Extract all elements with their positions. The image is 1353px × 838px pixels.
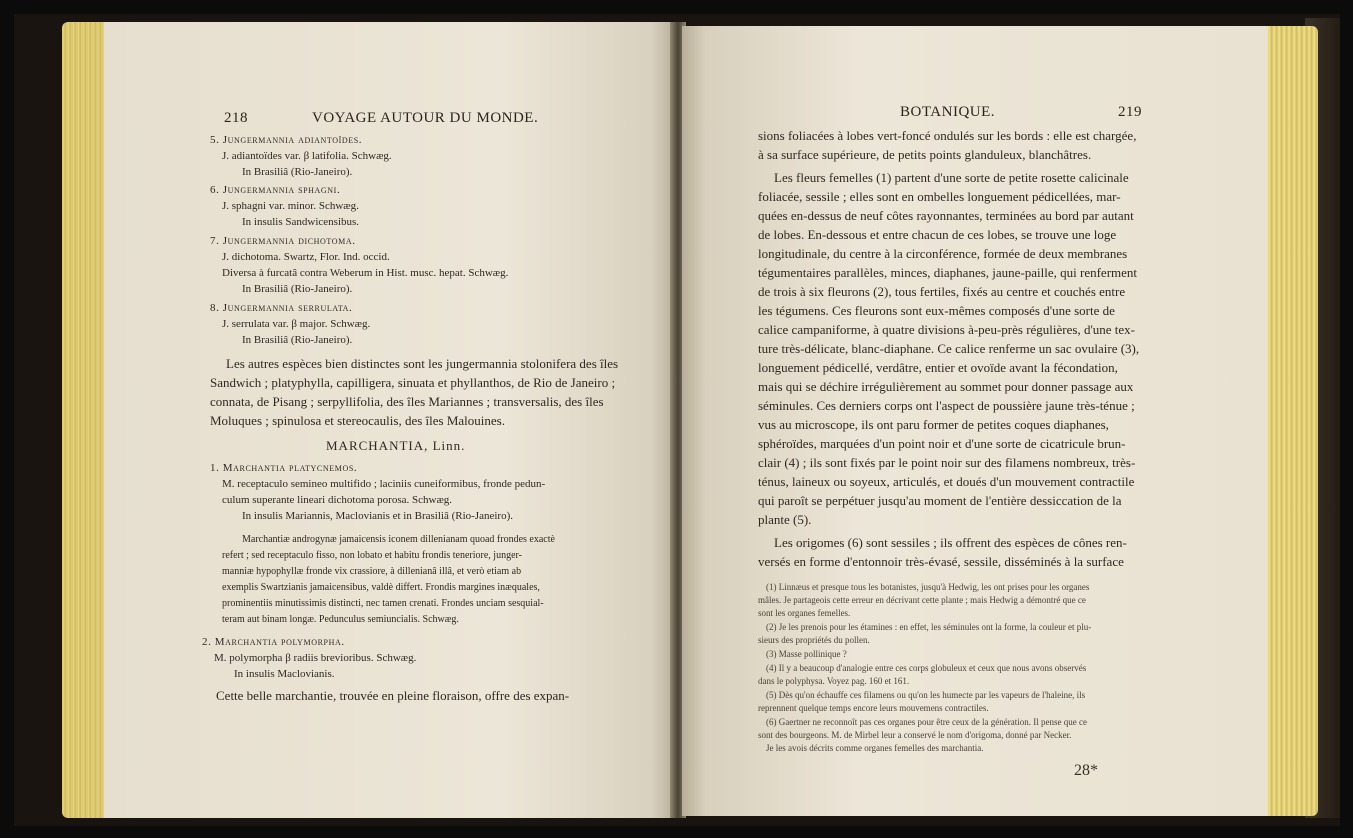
paragraph-line: longitudinale, du centre à la circonférence, formée de deux membranes bbox=[758, 246, 1128, 261]
note-line: Marchantiæ androgynæ jamaicensis iconem dillenianam quoad frondes exactè bbox=[242, 534, 555, 545]
entry-heading: 1. Marchantia platycnemos. bbox=[210, 462, 358, 474]
entry-heading: 8. Jungermannia serrulata. bbox=[210, 302, 353, 314]
footnote-line: (6) Gaertner ne reconnoît pas ces organes pour être ceux de la génération. Il pense que ce bbox=[766, 717, 1087, 727]
entry-line: M. receptaculo semineo multifido ; laciniis cuneiformibus, fronde pedun- bbox=[222, 478, 546, 490]
note-line: teram aut binam longæ. Pedunculus semiuncialis. Schwæg. bbox=[222, 614, 459, 625]
paragraph-line: Les origomes (6) sont sessiles ; ils offrent des espèces de cônes ren- bbox=[774, 535, 1127, 550]
note-line: manniæ hypophyllæ fronde vix crassiore, à dillenianâ illâ, et verò etiam ab bbox=[222, 566, 522, 577]
paragraph-line: sions foliacées à lobes vert-foncé ondulés sur les bords : elle est chargée, bbox=[758, 128, 1137, 143]
footnote-line: (5) Dès qu'on échauffe ces filamens ou qu'on les humecte par les vapeurs de l'haleine, ils bbox=[766, 690, 1086, 700]
footnote-line: (1) Linnæus et presque tous les botanistes, jusqu'à Hedwig, les ont prises pour les organes bbox=[766, 582, 1090, 592]
paragraph-line: foliacée, sessile ; elles sont en ombelles longuement pédicellées, mar- bbox=[758, 189, 1121, 204]
right-page-number: 219 bbox=[1118, 104, 1142, 120]
footnote-line: (3) Masse pollinique ? bbox=[766, 649, 847, 659]
entry-line: M. polymorpha β radiis brevioribus. Schwæg. bbox=[214, 652, 417, 664]
right-page bbox=[682, 26, 1268, 816]
paragraph-line: plante (5). bbox=[758, 512, 812, 527]
paragraph-line: séminules. Ces derniers corps ont l'aspect de poussière jaune très-ténue ; bbox=[758, 398, 1135, 413]
paragraph-line: versés en forme d'entonnoir très-évasé, sessile, disséminés à la surface bbox=[758, 554, 1124, 569]
footnote-line: sont les organes femelles. bbox=[758, 608, 851, 618]
paragraph-line: Moluques ; spinulosa et stereocaulis, des îles Malouines. bbox=[210, 413, 505, 428]
entry-line: culum superante lineari dichotoma porosa. Schwæg. bbox=[222, 494, 453, 506]
paragraph-line: Cette belle marchantie, trouvée en pleine floraison, offre des expan- bbox=[216, 688, 570, 703]
footnote-line: (2) Je les prenois pour les étamines : en effet, les séminules ont la forme, la couleur et plu- bbox=[766, 622, 1092, 632]
paragraph-line: longuement pédicellé, verdâtre, entier et ovoïde avant la fécondation, bbox=[758, 360, 1118, 375]
note-line: refert ; sed receptaculo fisso, non lobato et habitu frondis teneriore, junger- bbox=[222, 550, 522, 561]
entry-line: In Brasiliâ (Rio-Janeiro). bbox=[242, 166, 353, 178]
paragraph-line: Les autres espèces bien distinctes sont les jungermannia stolonifera des îles bbox=[226, 356, 619, 371]
entry-line: J. adiantoïdes var. β latifolia. Schwæg. bbox=[222, 150, 392, 162]
entry-line: In Brasiliâ (Rio-Janeiro). bbox=[242, 283, 353, 295]
section-title: MARCHANTIA, Linn. bbox=[326, 438, 466, 453]
paragraph-line: les tégumens. Ces fleurons sont eux-mêmes composés d'une sorte de bbox=[758, 303, 1115, 318]
entry-line: In Brasiliâ (Rio-Janeiro). bbox=[242, 334, 353, 346]
paragraph-line: ture très-délicate, blanc-diaphane. Ce calice renferme un sac ovulaire (3), bbox=[758, 341, 1140, 356]
footnote-line: dans le polyphysa. Voyez pag. 160 et 161. bbox=[758, 676, 910, 686]
paragraph-line: sphéroïdes, marquées d'un point noir et d'une sorte de cicatricule brun- bbox=[758, 436, 1126, 451]
left-page-number: 218 bbox=[224, 110, 248, 126]
paragraph-line: mais qui se déchire irrégulièrement au sommet pour donner passage aux bbox=[758, 379, 1134, 394]
entry-line: In insulis Mariannis, Maclovianis et in Brasiliâ (Rio-Janeiro). bbox=[242, 510, 513, 522]
paragraph-line: de trois à six fleurons (2), tous fertiles, fixés au centre et couchés entre bbox=[758, 284, 1126, 299]
entry-line: J. dichotoma. Swartz, Flor. Ind. occid. bbox=[222, 251, 390, 263]
paragraph-line: calice campaniforme, à quatre divisions à-peu-près régulières, d'une tex- bbox=[758, 322, 1136, 337]
signature-mark: 28* bbox=[1074, 762, 1098, 779]
paragraph-line: quées en-dessus de neuf côtes rayonnantes, terminées au bord par autant bbox=[758, 208, 1134, 223]
footnote-line: (4) Il y a beaucoup d'analogie entre ces corps globuleux et ceux que nous avons observés bbox=[766, 663, 1087, 673]
left-page bbox=[104, 22, 674, 818]
footnote-line: mâles. Je partageois cette erreur en décrivant cette plante ; mais Hedwig a démontré que ce bbox=[758, 595, 1086, 605]
entry-line: J. serrulata var. β major. Schwæg. bbox=[222, 318, 371, 330]
entry-line: In insulis Sandwicensibus. bbox=[242, 216, 360, 228]
paragraph-line: tégumentaires parallèles, minces, diaphanes, jaune-paille, qui renferment bbox=[758, 265, 1138, 280]
paragraph-line: clair (4) ; ils sont fixés par le point noir sur des filamens nombreux, très- bbox=[758, 455, 1136, 470]
paragraph-line: vus au microscope, ils ont paru former de petites coques diaphanes, bbox=[758, 417, 1109, 432]
paragraph-line: Sandwich ; platyphylla, capilligera, sinuata et phyllanthos, de Rio de Janeiro ; bbox=[210, 375, 616, 390]
paragraph-line: qui paroît se perpétuer jusqu'au moment de l'entière dessiccation de la bbox=[758, 493, 1122, 508]
note-line: prominentiis minutissimis distincti, nec tamen crenati. Frondes unciam sesquial- bbox=[222, 598, 544, 609]
left-running-header: VOYAGE AUTOUR DU MONDE. bbox=[312, 110, 539, 126]
entry-heading: 7. Jungermannia dichotoma. bbox=[210, 235, 356, 247]
entry-line: Diversa à furcatâ contra Weberum in Hist. musc. hepat. Schwæg. bbox=[222, 267, 509, 279]
note-line: exemplis Swartzianis jamaicensibus, valdè differt. Frondis margines inæquales, bbox=[222, 582, 540, 593]
entry-heading: 2. Marchantia polymorpha. bbox=[202, 636, 345, 648]
footnote-line: reprennent quelque temps encore leurs mouvemens contractiles. bbox=[758, 703, 989, 713]
paragraph-line: ténus, laineux ou soyeux, articulés, et doués d'un mouvement contractile bbox=[758, 474, 1135, 489]
entry-heading: 6. Jungermannia sphagni. bbox=[210, 184, 341, 196]
paragraph-line: Les fleurs femelles (1) partent d'une sorte de petite rosette calicinale bbox=[774, 170, 1129, 185]
entry-heading: 5. Jungermannia adiantoïdes. bbox=[210, 134, 363, 146]
paragraph-line: à sa surface supérieure, de petits points glanduleux, blanchâtres. bbox=[758, 147, 1092, 162]
footnote-line: sont des bourgeons. M. de Mirbel leur a conservé le nom d'origoma, donné par Necker. bbox=[758, 730, 1072, 740]
footnote-line: Je les avois décrits comme organes femelles des marchantia. bbox=[766, 743, 984, 753]
entry-line: J. sphagni var. minor. Schwæg. bbox=[222, 200, 359, 212]
right-running-header: BOTANIQUE. bbox=[900, 104, 996, 120]
footnote-line: sieurs des propriétés du pollen. bbox=[758, 635, 870, 645]
entry-line: In insulis Maclovianis. bbox=[234, 668, 335, 680]
paragraph-line: connata, de Pisang ; serpyllifolia, des îles Mariannes ; transversalis, des îles bbox=[210, 394, 604, 409]
paragraph-line: de lobes. En-dessous et entre chacun de ces lobes, se trouve une loge bbox=[758, 227, 1117, 242]
